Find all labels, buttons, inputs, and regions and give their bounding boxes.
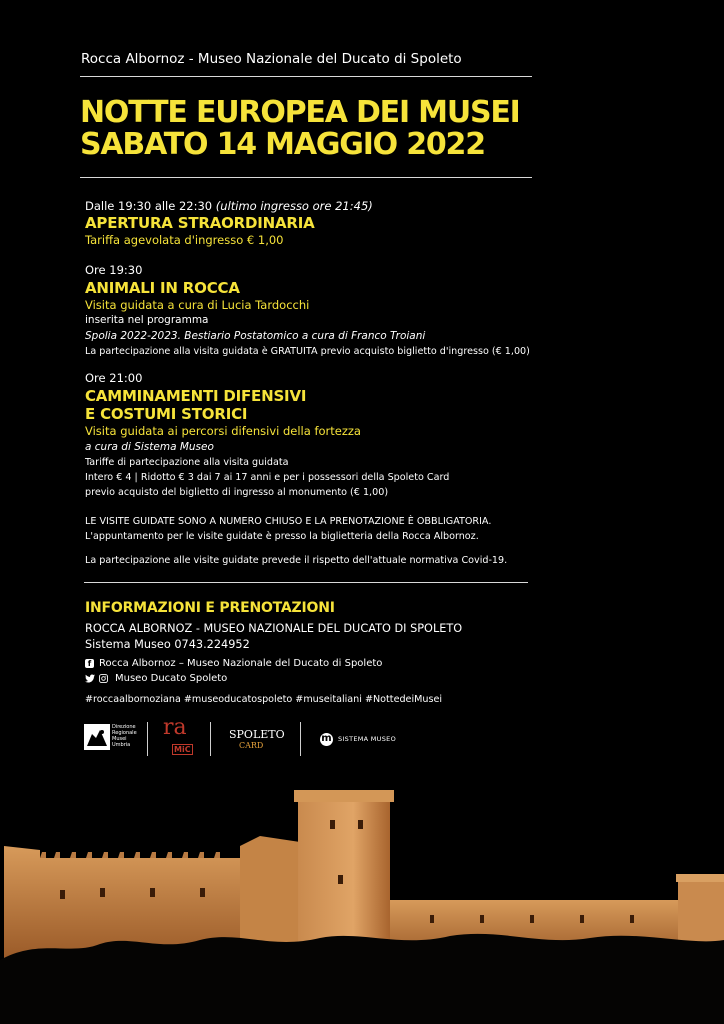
event-2-line-2: Spolia 2022-2023. Bestiario Postatomico a cura di Franco Troiani — [85, 330, 426, 342]
event-3-curator: a cura di Sistema Museo — [85, 441, 214, 453]
event-3-time: Ore 21:00 — [85, 371, 143, 385]
event-1-time-note: (ultimo ingresso ore 21:45) — [215, 199, 373, 213]
event-2-subtitle: Visita guidata a cura di Lucia Tardocchi — [85, 298, 310, 312]
event-3-subtitle: Visita guidata ai percorsi difensivi della fortezza — [85, 424, 361, 438]
notes-line-1: LE VISITE GUIDATE SONO A NUMERO CHIUSO E LA PRENOTAZIONE È OBBLIGATORIA. — [85, 516, 492, 527]
event-3-line-3: previo acquisto del biglietto di ingresso al monumento (€ 1,00) — [85, 487, 389, 498]
logo-separator-1 — [147, 722, 148, 756]
hashtags: #roccaalbornoziana #museoducatospoleto #museitaliani #NottedeiMusei — [85, 694, 443, 705]
sistema-museo-label: SISTEMA MUSEO — [338, 735, 396, 743]
spoleto-card-logo — [229, 729, 285, 751]
event-2 — [85, 262, 530, 360]
divider-info — [84, 582, 528, 583]
event-2-line-3: La partecipazione alla visita guidata è GRATUITA previo acquisto biglietto d'ingresso (€ 1,00) — [85, 346, 530, 357]
facebook-label: Rocca Albornoz – Museo Nazionale del Ducato di Spoleto — [99, 658, 383, 669]
logo-separator-3 — [300, 722, 301, 756]
facebook-icon: f — [85, 659, 94, 668]
rocca-albornoz-castle-image — [0, 780, 724, 1024]
event-1 — [85, 198, 373, 248]
notes-line-2: L'appuntamento per le visite guidate è presso la biglietteria della Rocca Albornoz. — [85, 531, 479, 542]
facebook-row[interactable] — [85, 656, 462, 671]
spoleto-card-line-1: SPOLETO — [229, 728, 285, 741]
spoleto-card-line-2: CARD — [239, 741, 264, 750]
event-3-line-1: Tariffe di partecipazione alla visita guidata — [85, 457, 289, 468]
instagram-icon — [99, 674, 108, 683]
info-phone: Sistema Museo 0743.224952 — [85, 638, 250, 651]
direzione-line-4: Umbria — [112, 742, 131, 748]
event-1-time: Dalle 19:30 alle 22:30 — [85, 199, 213, 213]
event-2-title: ANIMALI IN ROCCA — [85, 279, 240, 297]
event-1-subtitle: Tariffa agevolata d'ingresso € 1,00 — [85, 233, 284, 247]
info-org: ROCCA ALBORNOZ - MUSEO NAZIONALE DEL DUCATO DI SPOLETO — [85, 622, 463, 635]
social-row[interactable] — [85, 671, 462, 686]
direzione-line-3: Musei — [112, 736, 127, 742]
notes-line-3: La partecipazione alle visite guidate prevede il rispetto dell'attuale normativa Covid-19. — [85, 555, 508, 566]
ra-logo: ra — [163, 715, 187, 740]
event-3-line-2: Intero € 4 | Ridotto € 3 dai 7 ai 17 anni e per i possessori della Spoleto Card — [85, 472, 450, 483]
logo-separator-2 — [210, 722, 211, 756]
event-3-title-line-1: CAMMINAMENTI DIFENSIVI — [85, 387, 307, 405]
event-2-line-1: inserita nel programma — [85, 314, 209, 326]
venue-header: Rocca Albornoz - Museo Nazionale del Ducato di Spoleto — [81, 51, 462, 67]
event-3 — [85, 370, 449, 500]
direzione-musei-text — [112, 724, 137, 748]
event-1-title: APERTURA STRAORDINARIA — [85, 214, 315, 232]
sistema-museo-icon: m — [321, 733, 332, 744]
direzione-musei-logo — [84, 724, 110, 750]
divider-title — [80, 177, 532, 178]
title-line-2: SABATO 14 MAGGIO 2022 — [80, 127, 485, 162]
info-title: INFORMAZIONI E PRENOTAZIONI — [85, 600, 335, 616]
social-label: Museo Ducato Spoleto — [115, 673, 228, 684]
event-3-title-line-2: E COSTUMI STORICI — [85, 405, 248, 423]
direzione-line-2: Regionale — [112, 730, 137, 736]
direzione-line-1: Direzione — [112, 724, 136, 730]
mic-logo: MiC — [174, 745, 191, 754]
twitter-icon — [85, 674, 95, 683]
event-2-time: Ore 19:30 — [85, 263, 143, 277]
divider-top — [80, 76, 532, 77]
title-line-1: NOTTE EUROPEA DEI MUSEI — [80, 95, 520, 130]
info-section — [85, 599, 462, 707]
booking-notes — [85, 514, 507, 568]
